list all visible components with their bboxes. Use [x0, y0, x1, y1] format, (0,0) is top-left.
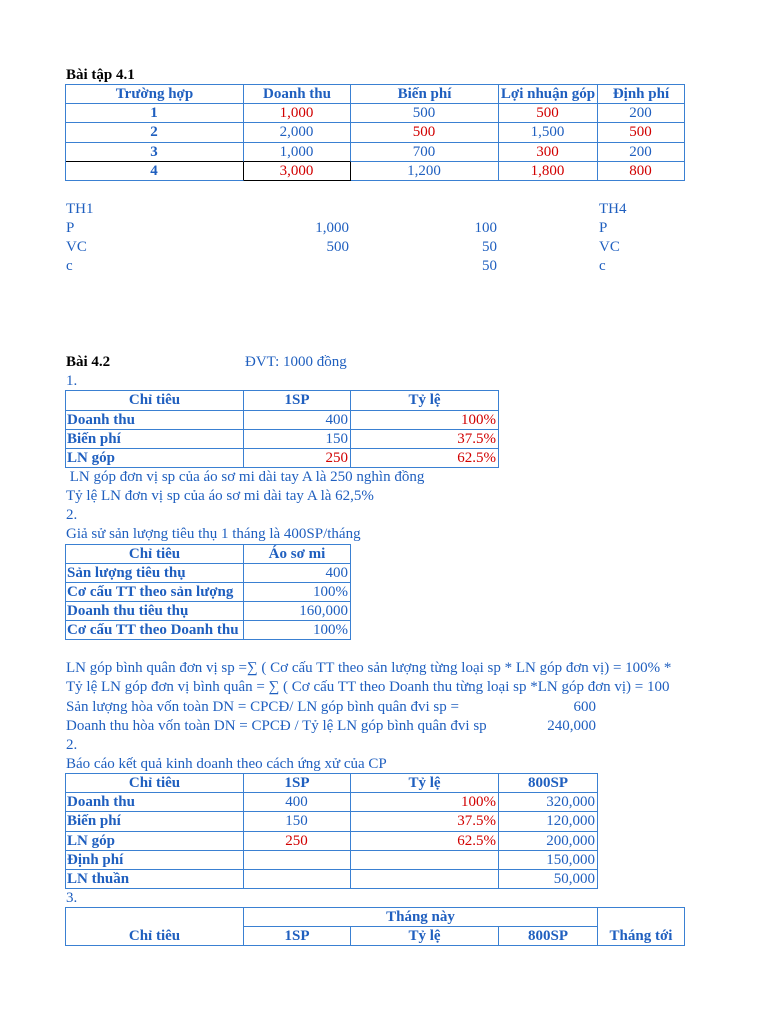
variable-cost-cell: 500 [351, 104, 499, 123]
report-item-label: Định phí [66, 851, 244, 870]
report-total: 320,000 [499, 793, 598, 812]
th1-value-1: 500 [326, 239, 349, 256]
variable-cost-cell: 500 [351, 123, 499, 142]
report-item-label: Doanh thu [66, 793, 244, 812]
revenue-cell: 3,000 [244, 162, 351, 181]
sub-header-per-unit: 1SP [244, 927, 351, 946]
indicator-label: Doanh thu [66, 411, 244, 430]
shirt-value: 400 [244, 564, 351, 583]
ratio-value: 62.5% [351, 449, 499, 468]
metric-label: Cơ cấu TT theo sản lượng [66, 583, 244, 602]
note-line: Tỷ lệ LN đơn vị sp của áo sơ mi dài tay A là 62,5% [66, 488, 374, 505]
report-total: 150,000 [499, 851, 598, 870]
shirt-value: 160,000 [244, 602, 351, 621]
header-ratio: Tỷ lệ [351, 774, 499, 793]
report-total: 120,000 [499, 812, 598, 831]
metric-label: Cơ cấu TT theo Doanh thu [66, 621, 244, 640]
th4-label: TH4 [599, 200, 627, 217]
header-indicator: Chỉ tiêu [66, 774, 244, 793]
fixed-cost-cell: 500 [598, 123, 685, 142]
th1-row-label: VC [66, 239, 87, 256]
report-item-label: LN góp [66, 832, 244, 851]
header-total-800: 800SP [499, 774, 598, 793]
case-number-cell: 4 [66, 162, 244, 181]
report-per-unit-empty [244, 851, 351, 870]
th1-value-1: 1,000 [315, 220, 349, 237]
header-ratio: Tỷ lệ [351, 391, 499, 410]
ratio-value: 100% [351, 411, 499, 430]
shirt-value: 100% [244, 621, 351, 640]
sub-header-ratio: Tỷ lệ [351, 927, 499, 946]
per-unit-value: 250 [244, 449, 351, 468]
unit-note: ĐVT: 1000 đồng [245, 354, 347, 371]
ratio-value: 37.5% [351, 430, 499, 449]
exercise-4-2-title: Bài 4.2 [66, 354, 111, 371]
formula-result: 240,000 [547, 717, 596, 734]
note-line: LN góp đơn vị sp của áo sơ mi dài tay A là 250 nghìn đồng [66, 468, 425, 485]
metric-label: Sản lượng tiêu thụ [66, 564, 244, 583]
metric-label: Doanh thu tiêu thụ [66, 602, 244, 621]
report-ratio-empty [351, 870, 499, 889]
report-per-unit: 150 [244, 812, 351, 831]
fixed-cost-cell: 800 [598, 162, 685, 181]
header-contribution-margin: Lợi nhuận góp [499, 85, 598, 104]
header-variable-cost: Biến phí [351, 85, 499, 104]
header-indicator: Chỉ tiêu [66, 545, 244, 564]
cases-table [65, 84, 685, 181]
th1-row-label: P [66, 220, 75, 237]
report-label: 2. [66, 736, 78, 753]
header-indicator: Chỉ tiêu [66, 391, 244, 410]
part-2-label: 2. [66, 507, 78, 524]
product-mix-table [65, 544, 351, 641]
assumption-line: Giả sử sản lượng tiêu thụ 1 tháng là 400SP/tháng [66, 526, 361, 543]
case-number-cell: 3 [66, 143, 244, 162]
th4-row-label: P [599, 220, 608, 237]
header-shirt: Áo sơ mi [244, 545, 351, 564]
report-total: 50,000 [499, 870, 598, 889]
report-ratio: 37.5% [351, 812, 499, 831]
report-ratio: 100% [351, 793, 499, 812]
sub-header-total-800: 800SP [499, 927, 598, 946]
unit-economics-table [65, 390, 499, 468]
report-per-unit: 250 [244, 832, 351, 851]
report-per-unit-empty [244, 870, 351, 889]
header-revenue: Doanh thu [244, 85, 351, 104]
fixed-cost-cell: 200 [598, 143, 685, 162]
formula-line: Sản lượng hòa vốn toàn DN = CPCĐ/ LN góp bình quân đvi sp = [66, 698, 459, 715]
th1-row-label: c [66, 258, 73, 275]
variable-cost-cell: 700 [351, 143, 499, 162]
th1-value-2: 100 [474, 220, 497, 237]
variable-cost-cell: 1,200 [351, 162, 499, 181]
contribution-margin-cell: 500 [499, 104, 598, 123]
case-number-cell: 2 [66, 123, 244, 142]
th1-value-2: 50 [482, 258, 497, 275]
report-per-unit: 400 [244, 793, 351, 812]
header-case: Trường hợp [66, 85, 244, 104]
shirt-value: 100% [244, 583, 351, 602]
revenue-cell: 2,000 [244, 123, 351, 142]
monthly-comparison-table [65, 907, 685, 946]
report-ratio-empty [351, 851, 499, 870]
th1-value-2: 50 [482, 239, 497, 256]
report-ratio: 62.5% [351, 832, 499, 851]
exercise-4-1-title: Bài tập 4.1 [66, 67, 135, 83]
per-unit-value: 400 [244, 411, 351, 430]
header-fixed-cost: Định phí [598, 85, 685, 104]
report-item-label: LN thuần [66, 870, 244, 889]
th4-row-label: VC [599, 239, 620, 256]
formula-line: LN góp bình quân đơn vị sp =∑ ( Cơ cấu TT theo sản lượng từng loại sp * LN góp đơn vị) = 100% * [66, 660, 672, 677]
next-month-header: Tháng tới [598, 908, 685, 946]
formula-result: 600 [573, 698, 596, 715]
indicator-header: Chỉ tiêu [66, 908, 244, 946]
th1-label: TH1 [66, 200, 94, 217]
income-statement-table [65, 773, 598, 889]
formula-line: Tỷ lệ LN góp đơn vị bình quân = ∑ ( Cơ cấu TT theo Doanh thu từng loại sp *LN góp đơn vị) = 100 [66, 679, 670, 696]
formula-line: Doanh thu hòa vốn toàn DN = CPCĐ / Tỷ lệ LN góp bình quân đvi sp [66, 717, 487, 734]
contribution-margin-cell: 1,800 [499, 162, 598, 181]
revenue-cell: 1,000 [244, 143, 351, 162]
case-number-cell: 1 [66, 104, 244, 123]
fixed-cost-cell: 200 [598, 104, 685, 123]
contribution-margin-cell: 1,500 [499, 123, 598, 142]
indicator-label: Biến phí [66, 430, 244, 449]
part-3-label: 3. [66, 890, 78, 907]
revenue-cell: 1,000 [244, 104, 351, 123]
header-per-unit: 1SP [244, 391, 351, 410]
contribution-margin-cell: 300 [499, 143, 598, 162]
part-1-label: 1. [66, 373, 78, 390]
indicator-label: LN góp [66, 449, 244, 468]
header-per-unit: 1SP [244, 774, 351, 793]
spreadsheet-page [65, 66, 685, 956]
th4-row-label: c [599, 258, 606, 275]
report-total: 200,000 [499, 832, 598, 851]
report-item-label: Biến phí [66, 812, 244, 831]
report-title: Báo cáo kết quả kinh doanh theo cách ứng xử của CP [66, 756, 387, 773]
per-unit-value: 150 [244, 430, 351, 449]
this-month-header: Tháng này [244, 908, 598, 927]
